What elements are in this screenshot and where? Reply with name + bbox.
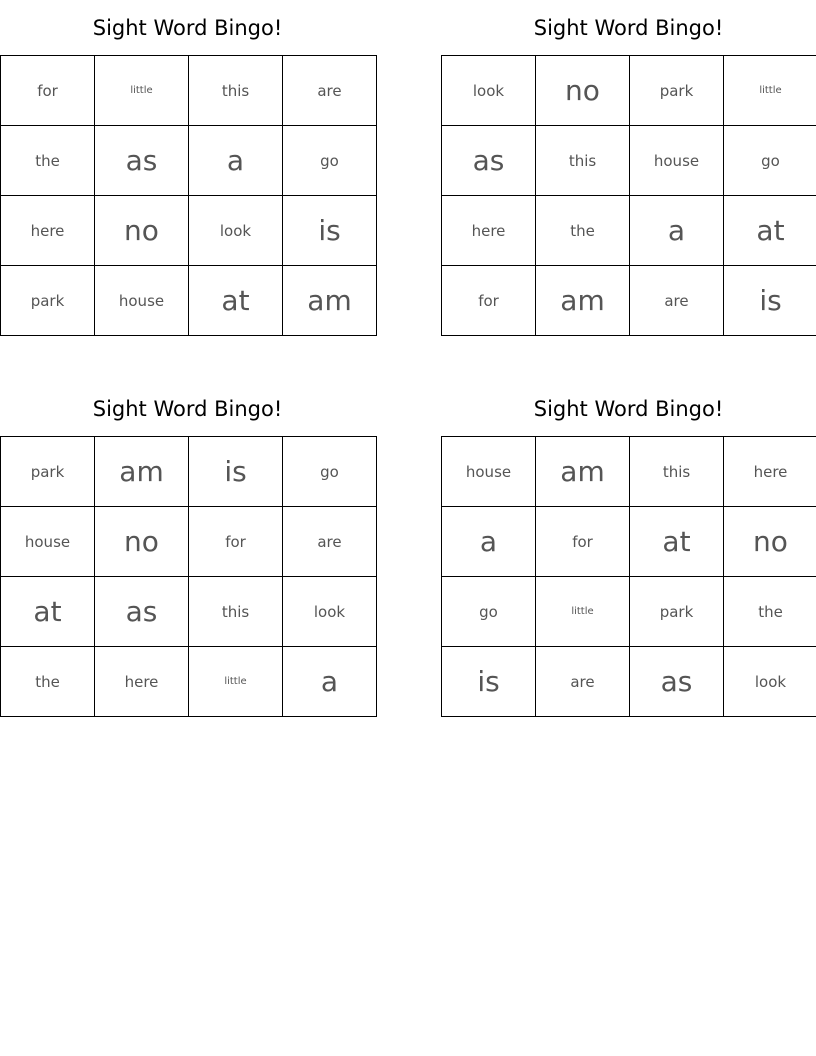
bingo-cell: at: [724, 196, 816, 266]
bingo-cell: am: [95, 437, 189, 507]
bingo-cell: no: [724, 507, 816, 577]
bingo-row: [1, 266, 377, 336]
bingo-grid: [0, 55, 377, 336]
bingo-row: [1, 126, 377, 196]
bingo-row: [1, 577, 377, 647]
bingo-cell: for: [1, 56, 95, 126]
bingo-row: [1, 56, 377, 126]
bingo-cell: the: [1, 647, 95, 717]
bingo-cell: the: [1, 126, 95, 196]
bingo-grid: [0, 436, 377, 717]
bingo-cell: are: [283, 56, 377, 126]
bingo-card: [441, 0, 816, 336]
bingo-cell: are: [536, 647, 630, 717]
bingo-cell: as: [95, 577, 189, 647]
bingo-row: [442, 577, 816, 647]
bingo-card-title: Sight Word Bingo!: [92, 16, 283, 40]
bingo-card-title: Sight Word Bingo!: [92, 397, 283, 421]
bingo-cell: at: [189, 266, 283, 336]
bingo-card: [0, 381, 375, 717]
bingo-cell: this: [536, 126, 630, 196]
bingo-cell: house: [630, 126, 724, 196]
bingo-row: [442, 437, 816, 507]
bingo-cell: little: [536, 577, 630, 647]
bingo-cell: house: [442, 437, 536, 507]
bingo-cell: is: [442, 647, 536, 717]
bingo-cell: the: [536, 196, 630, 266]
bingo-cell: here: [442, 196, 536, 266]
bingo-cell: no: [95, 196, 189, 266]
bingo-cell: as: [442, 126, 536, 196]
bingo-cell: a: [189, 126, 283, 196]
bingo-cell: am: [536, 437, 630, 507]
bingo-grid: [441, 55, 816, 336]
bingo-row: [442, 56, 816, 126]
bingo-cell: this: [189, 577, 283, 647]
bingo-cell: are: [283, 507, 377, 577]
bingo-cell: look: [189, 196, 283, 266]
bingo-row: [1, 437, 377, 507]
bingo-cell: look: [724, 647, 816, 717]
bingo-card-title: Sight Word Bingo!: [533, 397, 724, 421]
bingo-cell: a: [283, 647, 377, 717]
bingo-cell: is: [189, 437, 283, 507]
bingo-cell: the: [724, 577, 816, 647]
bingo-row: [442, 126, 816, 196]
bingo-row: [442, 647, 816, 717]
bingo-cell: here: [95, 647, 189, 717]
bingo-cell: little: [189, 647, 283, 717]
bingo-cell: go: [724, 126, 816, 196]
bingo-row: [1, 647, 377, 717]
bingo-card: [0, 0, 375, 336]
bingo-cell: at: [1, 577, 95, 647]
bingo-row: [442, 507, 816, 577]
bingo-cell: park: [1, 266, 95, 336]
bingo-row: [442, 266, 816, 336]
bingo-row: [1, 507, 377, 577]
bingo-cell: park: [630, 577, 724, 647]
bingo-cell: no: [536, 56, 630, 126]
bingo-cell: for: [442, 266, 536, 336]
bingo-row: [1, 196, 377, 266]
bingo-cell: house: [1, 507, 95, 577]
bingo-cell: as: [95, 126, 189, 196]
bingo-card-title: Sight Word Bingo!: [533, 16, 724, 40]
bingo-grid: [441, 436, 816, 717]
bingo-cell: are: [630, 266, 724, 336]
bingo-cell: here: [1, 196, 95, 266]
bingo-cell: go: [283, 126, 377, 196]
bingo-cell: am: [283, 266, 377, 336]
bingo-cell: go: [283, 437, 377, 507]
bingo-cell: at: [630, 507, 724, 577]
bingo-cell: go: [442, 577, 536, 647]
bingo-row: [442, 196, 816, 266]
bingo-cell: a: [630, 196, 724, 266]
bingo-card: [441, 381, 816, 717]
bingo-cell: here: [724, 437, 816, 507]
bingo-cell: look: [442, 56, 536, 126]
bingo-cell: as: [630, 647, 724, 717]
bingo-cell: am: [536, 266, 630, 336]
bingo-cell: this: [189, 56, 283, 126]
bingo-cell: house: [95, 266, 189, 336]
bingo-cell: park: [630, 56, 724, 126]
bingo-cell: for: [536, 507, 630, 577]
bingo-cell: little: [95, 56, 189, 126]
bingo-cell: little: [724, 56, 816, 126]
bingo-cell: a: [442, 507, 536, 577]
bingo-cell: this: [630, 437, 724, 507]
bingo-cell: look: [283, 577, 377, 647]
bingo-cell: no: [95, 507, 189, 577]
bingo-cell: for: [189, 507, 283, 577]
bingo-cell: is: [724, 266, 816, 336]
bingo-cell: park: [1, 437, 95, 507]
bingo-cell: is: [283, 196, 377, 266]
